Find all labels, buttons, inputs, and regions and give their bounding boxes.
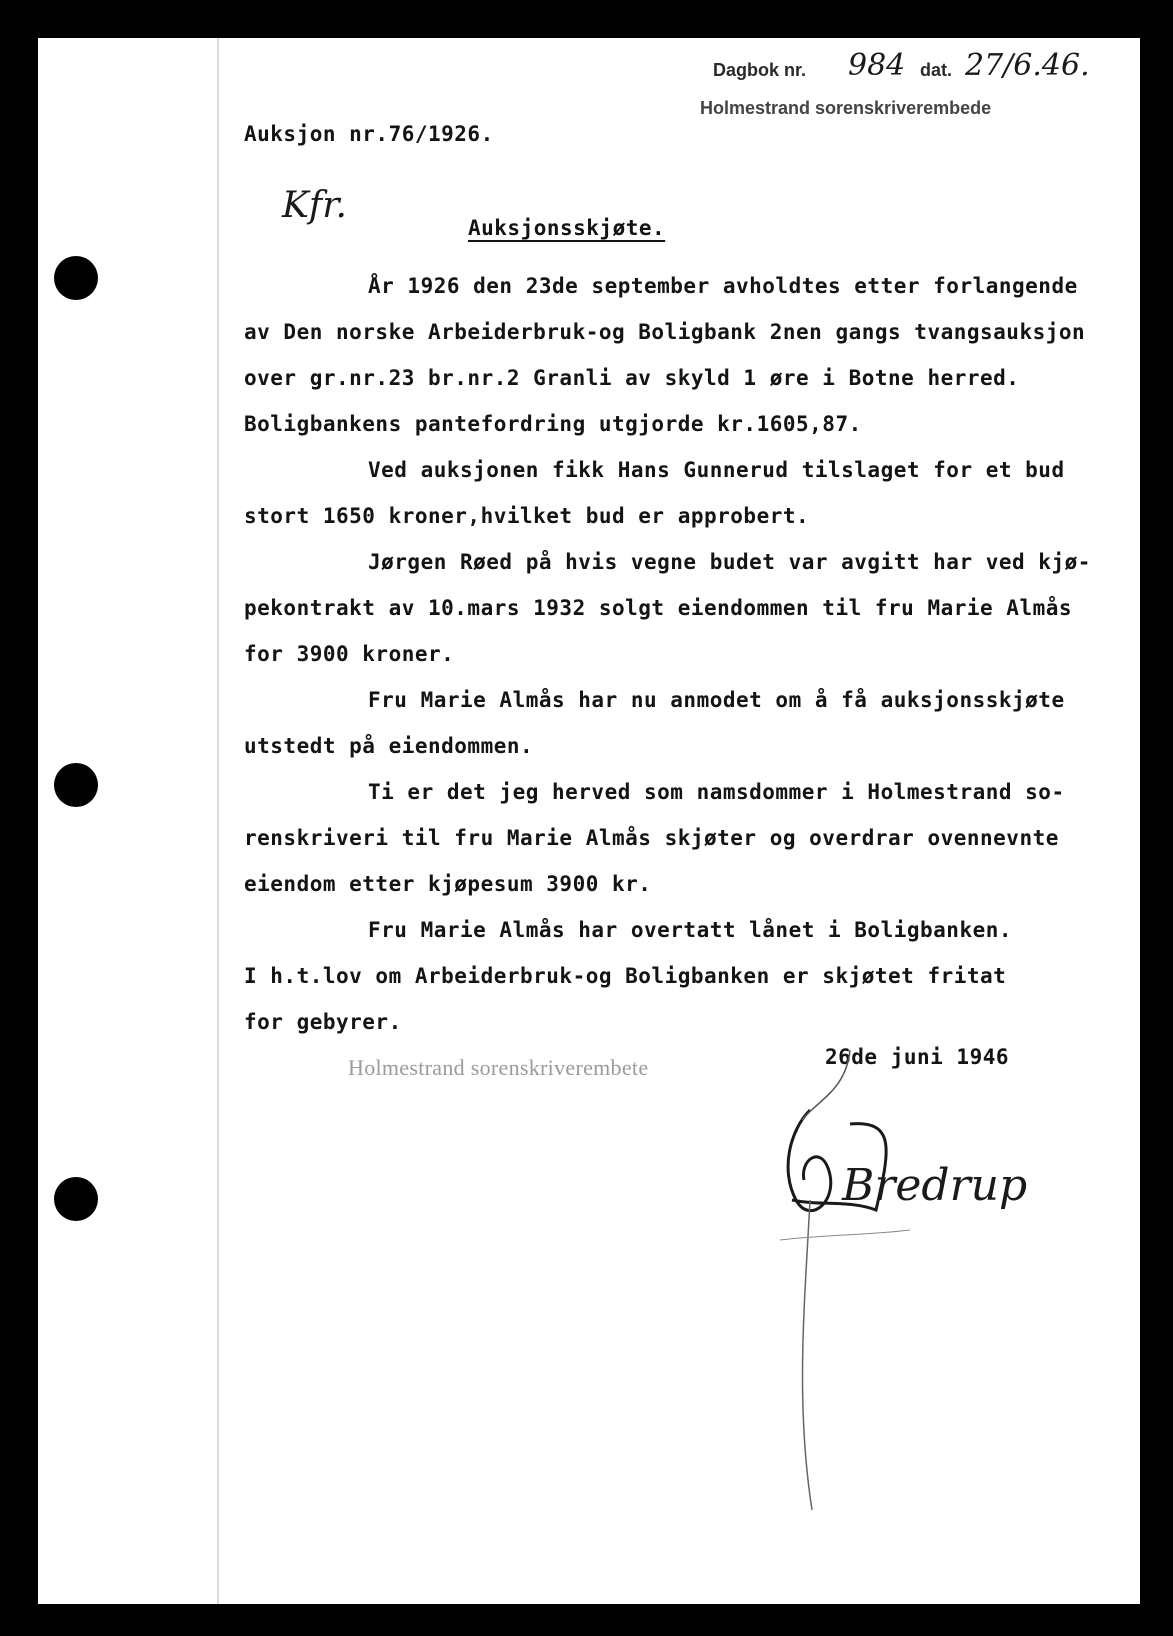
punch-hole-icon	[54, 763, 98, 807]
body-line: Ti er det jeg herved som namsdommer i Holmestrand so-	[368, 780, 1065, 804]
date-line: 26de juni 1946	[825, 1045, 1010, 1069]
punch-hole-icon	[54, 1177, 98, 1221]
auction-reference: Auksjon nr.76/1926.	[244, 122, 494, 146]
dagbok-label: Dagbok nr.	[713, 60, 807, 80]
office-stamp: Holmestrand sorenskriverembede	[700, 98, 992, 118]
body-line: av Den norske Arbeiderbruk-og Boligbank 2nen gangs tvangsauksjon	[244, 320, 1086, 344]
body-line: Fru Marie Almås har overtatt lånet i Boligbanken.	[368, 918, 1013, 942]
signature-strokes-icon	[700, 1050, 1030, 1530]
page-fold-line	[217, 38, 219, 1604]
body-line: utstedt på eiendommen.	[244, 734, 534, 758]
body-line: over gr.nr.23 br.nr.2 Granli av skyld 1 øre i Botne herred.	[244, 366, 1020, 390]
body-line: Fru Marie Almås har nu anmodet om å få auksjonsskjøte	[368, 688, 1065, 712]
body-line: Ved auksjonen fikk Hans Gunnerud tilslaget for et bud	[368, 458, 1065, 482]
signature-name: Bredrup	[842, 1160, 1028, 1211]
dagbok-number: 984	[848, 48, 906, 83]
body-line: År 1926 den 23de september avholdtes etter forlangende	[368, 274, 1078, 298]
body-line: Jørgen Røed på hvis vegne budet var avgitt har ved kjø-	[368, 550, 1091, 574]
body-line: stort 1650 kroner,hvilket bud er approbert.	[244, 504, 810, 528]
office-footer-stamp: Holmestrand sorenskriverembete	[348, 1055, 649, 1080]
body-line: renskriveri til fru Marie Almås skjøter og overdrar ovennevnte	[244, 826, 1059, 850]
document-title: Auksjonsskjøte.	[468, 216, 666, 240]
margin-note: Kfr.	[282, 185, 347, 226]
body-line: for gebyrer.	[244, 1010, 402, 1034]
punch-hole-icon	[54, 256, 98, 300]
body-line: Boligbankens pantefordring utgjorde kr.1605,87.	[244, 412, 862, 436]
body-line: pekontrakt av 10.mars 1932 solgt eiendommen til fru Marie Almås	[244, 596, 1073, 620]
body-line: for 3900 kroner.	[244, 642, 455, 666]
dagbok-date: 27/6.46.	[965, 48, 1090, 83]
body-line: I h.t.lov om Arbeiderbruk-og Boligbanken er skjøtet fritat	[244, 964, 1007, 988]
date-label: dat.	[920, 60, 953, 80]
body-line: eiendom etter kjøpesum 3900 kr.	[244, 872, 652, 896]
